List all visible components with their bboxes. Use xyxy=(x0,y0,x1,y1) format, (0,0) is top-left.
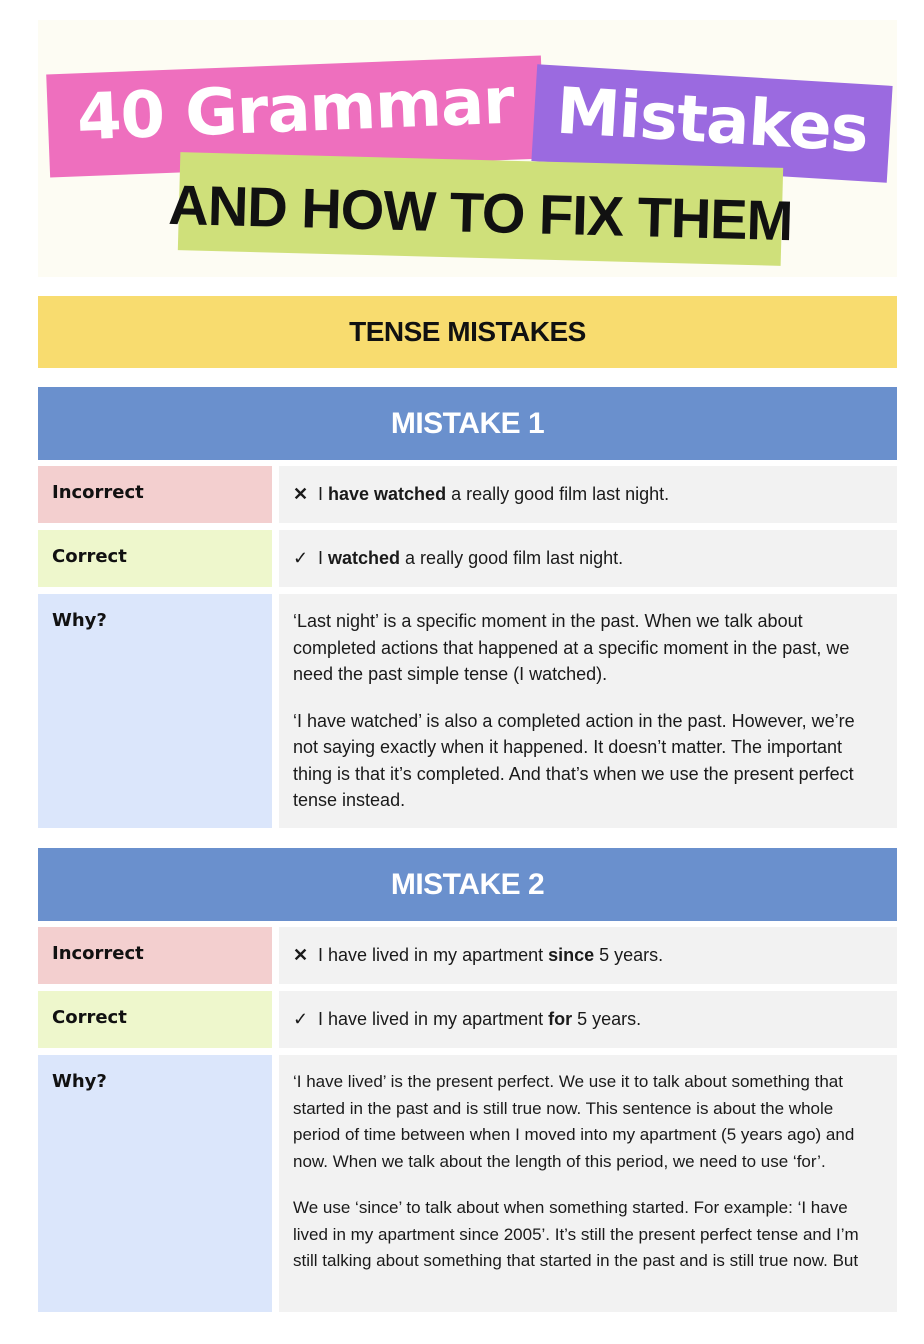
example-text: 5 years. xyxy=(572,1009,642,1029)
title-banner xyxy=(38,20,897,277)
example-emphasis: have watched xyxy=(328,484,447,504)
check-icon: ✓ xyxy=(293,1009,309,1029)
cross-icon: ✕ xyxy=(293,945,309,965)
example-text: a really good film last night. xyxy=(446,484,670,504)
incorrect-label: Incorrect xyxy=(38,927,272,984)
example-emphasis: for xyxy=(548,1009,573,1029)
explanation-paragraph: We use ‘since’ to talk about when something started. For example: ‘I have lived in my apartment since 2005’. It’s still the present perfect tense and I’m still talking about something that started in the past and is still true now. But xyxy=(293,1198,859,1270)
why-label: Why? xyxy=(38,1055,272,1312)
mistake-2-heading: MISTAKE 2 xyxy=(38,848,897,921)
check-icon: ✓ xyxy=(293,548,309,568)
explanation-paragraph: ‘I have watched’ is also a completed action in the past. However, we’re not saying exactly when it happened. It doesn’t matter. The important thing is that it’s completed. And that’s when we use the present perfect tense instead. xyxy=(293,710,855,810)
example-text: a really good film last night. xyxy=(400,548,624,568)
why-label: Why? xyxy=(38,594,272,828)
correct-label: Correct xyxy=(38,991,272,1048)
why-explanation xyxy=(279,594,897,828)
incorrect-label: Incorrect xyxy=(38,466,272,523)
example-text: I xyxy=(313,484,329,504)
title-subtitle: AND HOW TO FIX THEM xyxy=(178,152,783,266)
section-heading: TENSE MISTAKES xyxy=(38,296,897,368)
incorrect-example xyxy=(279,466,897,523)
example-emphasis: watched xyxy=(328,548,401,568)
correct-label: Correct xyxy=(38,530,272,587)
example-text: I have lived in my apartment xyxy=(313,1009,549,1029)
incorrect-example xyxy=(279,927,897,984)
correct-example xyxy=(279,530,897,587)
mistake-1-heading: MISTAKE 1 xyxy=(38,387,897,460)
explanation-paragraph: ‘Last night’ is a specific moment in the past. When we talk about completed actions that happened at a specific moment in the past, we need the past simple tense (I watched). xyxy=(293,611,850,684)
example-text: I have lived in my apartment xyxy=(313,945,549,965)
example-text: I xyxy=(313,548,329,568)
example-text: 5 years. xyxy=(594,945,664,965)
title-part1: 40 Grammar xyxy=(46,56,545,178)
explanation-paragraph: ‘I have lived’ is the present perfect. We use it to talk about something that started in the past and is still true now. This sentence is about the whole period of time between when I moved into my apartment (5 years ago) and now. When we talk about the length of this period, we need to use ‘for’. xyxy=(293,1072,855,1171)
why-explanation xyxy=(279,1055,897,1312)
cross-icon: ✕ xyxy=(293,484,309,504)
correct-example xyxy=(279,991,897,1048)
title-part2: Mistakes xyxy=(531,64,892,183)
example-emphasis: since xyxy=(548,945,595,965)
